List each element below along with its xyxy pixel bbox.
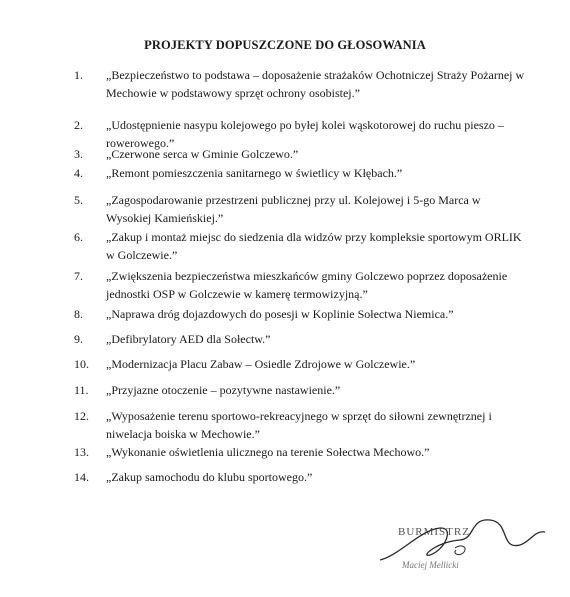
item-text: „Defibrylatory AED dla Sołectw.” xyxy=(106,332,271,346)
item-number: 1. xyxy=(74,68,83,82)
item-number: 10. xyxy=(74,357,89,371)
stamp-name: Maciej Mellicki xyxy=(402,560,459,570)
item-number: 9. xyxy=(74,332,83,346)
item-text: „Czerwone serca w Gminie Golczewo.” xyxy=(106,147,299,161)
item-text: „Modernizacja Placu Zabaw – Osiedle Zdrojowe w Golczewie.” xyxy=(106,357,416,371)
item-number: 6. xyxy=(74,230,83,244)
item-number: 11. xyxy=(74,383,89,397)
item-text: „Remont pomieszczenia sanitarnego w świetlicy w Kłębach.” xyxy=(106,166,403,180)
item-text: „Wykonanie oświetlenia ulicznego na terenie Sołectwa Mechowo.” xyxy=(106,445,430,459)
signature-stamp xyxy=(360,500,560,580)
item-text: „Udostępnienie nasypu kolejowego po byłej kolei wąskotorowej do ruchu pieszo – rowerowego.” xyxy=(106,118,504,150)
item-text: „Zagospodarowanie przestrzeni publicznej przy ul. Kolejowej i 5-go Marca w Wysokiej Kamieńskiej.” xyxy=(106,193,481,225)
page-title: PROJEKTY DOPUSZCZONE DO GŁOSOWANIA xyxy=(144,38,426,52)
item-number: 8. xyxy=(74,307,83,321)
item-number: 12. xyxy=(74,409,89,423)
item-number: 7. xyxy=(74,269,83,283)
signature-flourish xyxy=(455,546,465,555)
item-number: 14. xyxy=(74,470,89,484)
item-number: 13. xyxy=(74,445,89,459)
item-text: „Przyjazne otoczenie – pozytywne nastawienie.” xyxy=(106,383,341,397)
item-text: „Bezpieczeństwo to podstawa – doposażenie strażaków Ochotniczej Straży Pożarnej w Mechowie w podstawowy sprzęt ochrony osobistej.” xyxy=(106,68,525,100)
item-text: „Wyposażenie terenu sportowo-rekreacyjnego w sprzęt do siłowni zewnętrznej i niwelacja boiska w Mechowie.” xyxy=(106,409,492,441)
item-text: „Zwiększenia bezpieczeństwa mieszkańców gminy Golczewo poprzez doposażenie jednostki OSP w Golczewie w kamerę termowizyjną.” xyxy=(106,269,508,301)
stamp-title: BURMISTRZ xyxy=(398,526,470,538)
item-text: „Zakup samochodu do klubu sportowego.” xyxy=(106,470,313,484)
item-number: 3. xyxy=(74,147,83,161)
item-number: 4. xyxy=(74,166,83,180)
item-number: 2. xyxy=(74,118,83,132)
item-text: „Naprawa dróg dojazdowych do posesji w Koplinie Sołectwa Niemica.” xyxy=(106,307,454,321)
item-text: „Zakup i montaż miejsc do siedzenia dla widzów przy kompleksie sportowym ORLIK w Golczewie.” xyxy=(106,230,522,262)
item-number: 5. xyxy=(74,193,83,207)
